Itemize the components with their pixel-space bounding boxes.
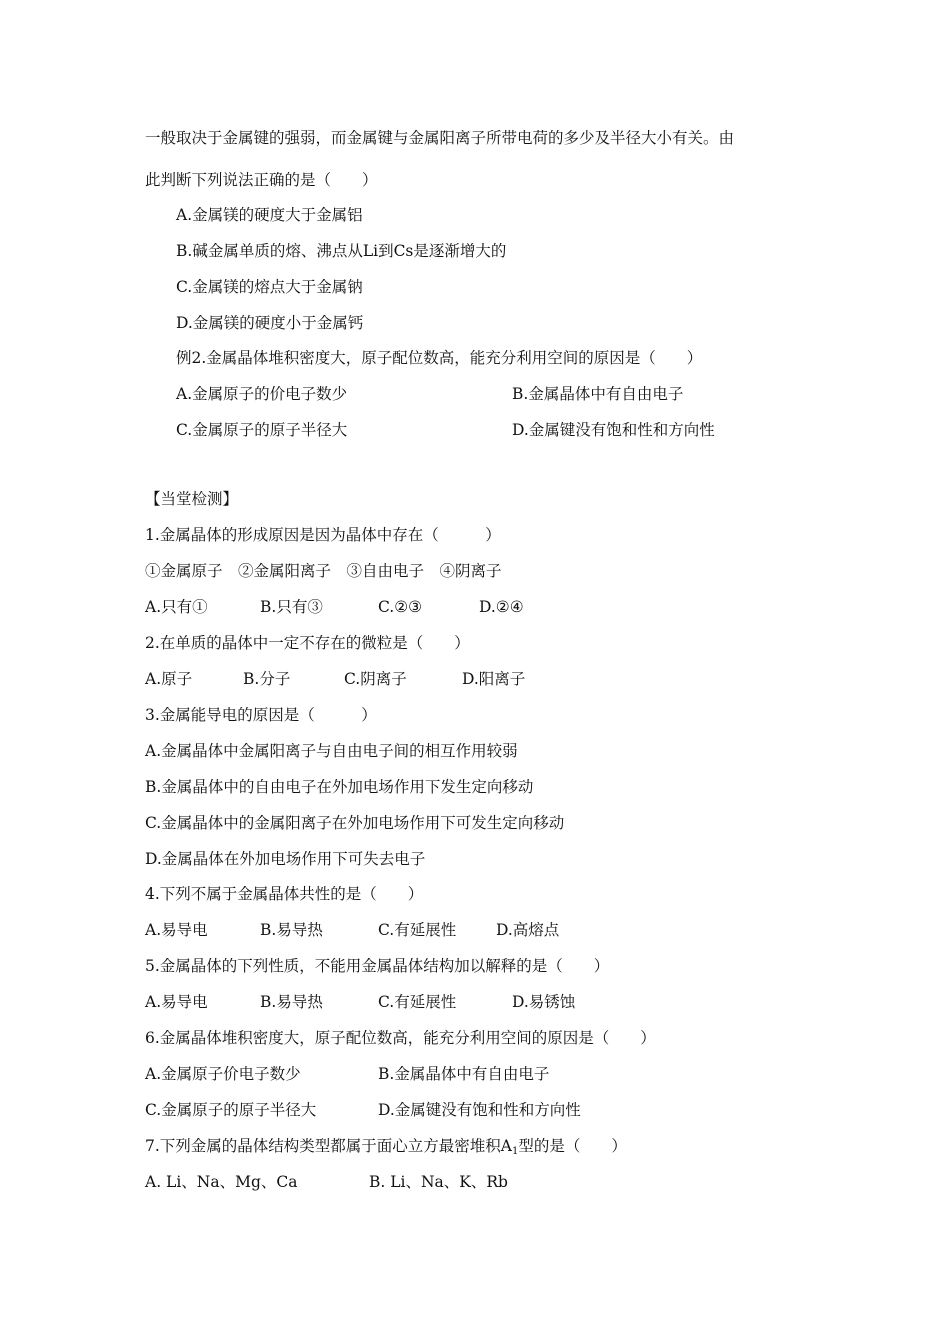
q1-question: 1.金属晶体的形成原因是因为晶体中存在（ ） xyxy=(145,526,501,544)
q2-option-d: D.阳离子 xyxy=(462,670,526,688)
example2-option-a: A.金属原子的价电子数少 xyxy=(176,385,348,403)
q6-option-a: A.金属原子价电子数少 xyxy=(145,1065,301,1083)
section-title: 【当堂检测】 xyxy=(145,490,239,508)
q7-question-text: 7.下列金属的晶体结构类型都属于面心立方最密堆积A xyxy=(145,1137,512,1155)
q4-option-c: C.有延展性 xyxy=(378,921,457,939)
intro-option-a: A.金属镁的硬度大于金属铝 xyxy=(176,206,363,224)
q4-question: 4.下列不属于金属晶体共性的是（ ） xyxy=(145,885,424,903)
q3-option-c: C.金属晶体中的金属阳离子在外加电场作用下可发生定向移动 xyxy=(145,814,565,832)
q2-option-c: C.阴离子 xyxy=(344,670,407,688)
q7-option-a: A. Li、Na、Mg、Ca xyxy=(145,1173,298,1191)
q7-question xyxy=(145,1136,627,1162)
intro-option-d: D.金属镁的硬度小于金属钙 xyxy=(176,314,364,332)
q3-option-b: B.金属晶体中的自由电子在外加电场作用下发生定向移动 xyxy=(145,778,534,796)
q1-option-b: B.只有③ xyxy=(260,598,323,616)
q5-option-d: D.易锈蚀 xyxy=(512,993,576,1011)
q5-option-b: B.易导热 xyxy=(260,993,323,1011)
example2-option-d: D.金属键没有饱和性和方向性 xyxy=(512,421,715,439)
example2-question: 例2.金属晶体堆积密度大，原子配位数高，能充分利用空间的原因是（ ） xyxy=(176,349,703,367)
q7-question-subscript: 1 xyxy=(511,1146,519,1157)
q4-option-d: D.高熔点 xyxy=(496,921,560,939)
q7-question-tail: 型的是（ ） xyxy=(518,1137,627,1155)
intro-option-b: B.碱金属单质的熔、沸点从Li到Cs是逐渐增大的 xyxy=(176,242,507,260)
q5-option-c: C.有延展性 xyxy=(378,993,457,1011)
q2-option-b: B.分子 xyxy=(243,670,291,688)
q5-option-a: A.易导电 xyxy=(145,993,208,1011)
intro-line-1: 一般取决于金属键的强弱，而金属键与金属阳离子所带电荷的多少及半径大小有关。由 xyxy=(145,129,735,147)
intro-option-c: C.金属镁的熔点大于金属钠 xyxy=(176,278,363,296)
q3-option-a: A.金属晶体中金属阳离子与自由电子间的相互作用较弱 xyxy=(145,742,518,760)
q3-question: 3.金属能导电的原因是（ ） xyxy=(145,706,377,724)
q4-option-b: B.易导热 xyxy=(260,921,323,939)
q2-option-a: A.原子 xyxy=(145,670,193,688)
example2-option-b: B.金属晶体中有自由电子 xyxy=(512,385,684,403)
q3-option-d: D.金属晶体在外加电场作用下可失去电子 xyxy=(145,850,426,868)
q1-option-c: C.②③ xyxy=(378,598,423,616)
intro-line-2: 此判断下列说法正确的是（ ） xyxy=(145,171,378,189)
q6-question: 6.金属晶体堆积密度大，原子配位数高，能充分利用空间的原因是（ ） xyxy=(145,1029,656,1047)
q5-question: 5.金属晶体的下列性质，不能用金属晶体结构加以解释的是（ ） xyxy=(145,957,610,975)
q7-option-b: B. Li、Na、K、Rb xyxy=(369,1173,508,1191)
q1-option-a: A.只有① xyxy=(145,598,208,616)
q6-option-d: D.金属键没有饱和性和方向性 xyxy=(378,1101,581,1119)
q1-items: ①金属原子 ②金属阳离子 ③自由电子 ④阴离子 xyxy=(145,562,502,580)
q1-option-d: D.②④ xyxy=(479,598,524,616)
example2-option-c: C.金属原子的原子半径大 xyxy=(176,421,348,439)
q2-question: 2.在单质的晶体中一定不存在的微粒是（ ） xyxy=(145,634,470,652)
q6-option-c: C.金属原子的原子半径大 xyxy=(145,1101,317,1119)
q4-option-a: A.易导电 xyxy=(145,921,208,939)
q6-option-b: B.金属晶体中有自由电子 xyxy=(378,1065,550,1083)
